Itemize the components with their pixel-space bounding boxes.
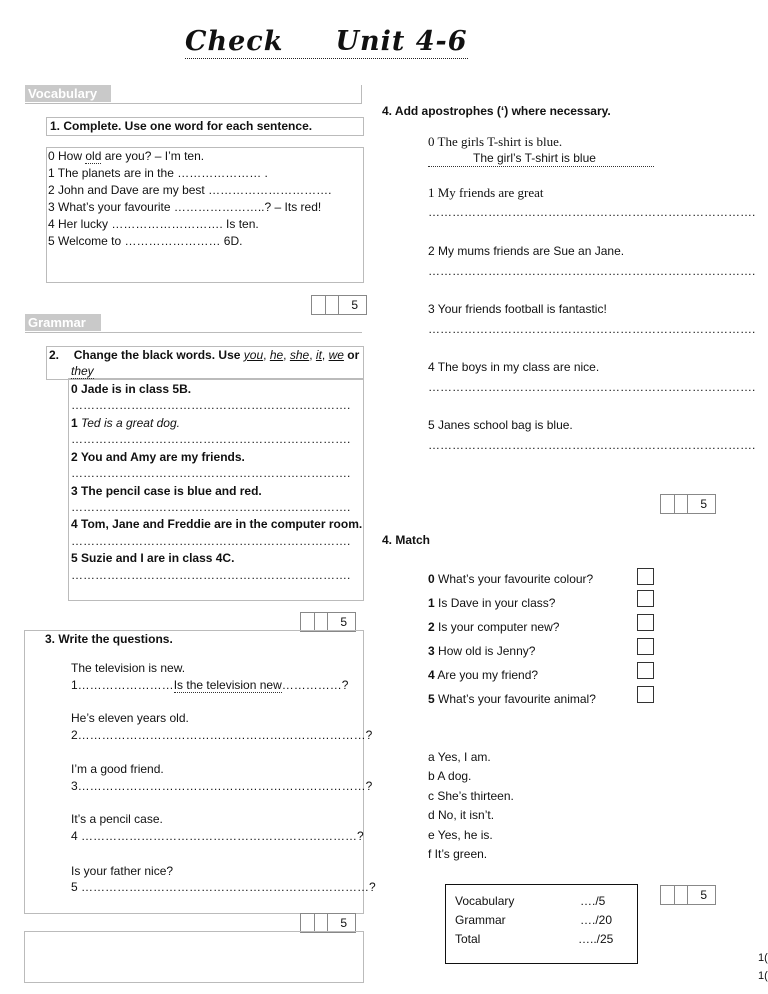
apostrophes-answer-5: ………………………………………………………………………. [428,438,756,452]
grammar-score: 5 [340,615,347,629]
questions-task: 3. Write the questions. [45,632,173,646]
question-answer-4: 4 ……………………………………………………………? [71,829,364,843]
vocabulary-task: 1. Complete. Use one word for each sentence. [50,119,313,133]
grammar-task: 2. Change the black words. Use you, he, she, it, we or [49,348,360,362]
questions-score-box [300,913,356,933]
match-question-2: 2 Is your computer new? [428,620,560,634]
totals-value-grammar: …./20 [580,913,613,927]
apostrophes-item-2: 2 My mums friends are Sue an Jane. [428,244,625,258]
apostrophes-item-1: 1 My friends are great [428,185,544,200]
match-checkbox-2[interactable] [637,614,654,631]
question-statement-3: I’m a good friend. [71,762,164,776]
grammar-item-3: 3 The pencil case is blue and red. [71,484,262,498]
vocabulary-score-box [311,295,367,315]
match-answer-c: c She’s thirteen. [428,789,514,803]
pronoun-it: it [315,348,322,362]
match-question-1: 1 Is Dave in your class? [428,596,556,610]
grammar-answer-2: ……………………………………………………………. [71,466,351,480]
match-question-4: 4 Are you my friend? [428,668,539,682]
match-score-box [660,885,716,905]
margin-mark-1: 1( [758,952,768,964]
apostrophes-item-5: 5 Janes school bag is blue. [428,418,573,432]
pronoun-they: they [71,364,94,378]
apostrophes-score: 5 [700,497,707,511]
vocabulary-task-box [46,117,364,136]
totals-value-vocabulary: …./5 [580,894,606,908]
page-title: Check Unit 4-6 [185,26,468,57]
grammar-heading: Grammar [25,314,101,331]
grammar-task-or: or [347,348,360,362]
grammar-item-1: 1 Ted is a great dog. [71,416,180,430]
apostrophes-answer-3: ………………………………………………………………………. [428,322,756,336]
vocab-line-0 [48,149,204,163]
grammar-answer-1: ……………………………………………………………. [71,432,351,446]
apostrophes-answer-4: ………………………………………………………………………. [428,380,756,394]
apostrophes-answer-2: ………………………………………………………………………. [428,264,756,278]
question-answer-1-pre: 1…………………… [71,678,174,692]
vocab-example-word: old [85,149,102,163]
pronoun-she: she [289,348,310,362]
grammar-task-text: Change the black words. Use [73,348,241,362]
question-answer-2: 2………………………………………………………………? [71,728,373,742]
question-statement-2: He’s eleven years old. [71,711,189,725]
totals-label-grammar: Grammar [455,913,506,927]
match-checkbox-4[interactable] [637,662,654,679]
questions-score: 5 [340,916,347,930]
match-question-3: 3 How old is Jenny? [428,644,536,658]
match-answer-b: b A dog. [428,769,472,783]
grammar-item-5: 5 Suzie and I are in class 4C. [71,551,235,565]
apostrophes-example-answer: The girl’s T-shirt is blue [428,152,654,167]
grammar-answer-4: ……………………………………………………………. [71,534,351,548]
match-answer-a: a Yes, I am. [428,750,491,764]
pronoun-you: you [243,348,264,362]
question-answer-5: 5 ………………………………………………………………? [71,880,376,894]
apostrophes-task: 4. Add apostrophes (‘) where necessary. [382,104,611,118]
vocab-line-4: 4 Her lucky ………………………. Is ten. [48,217,259,231]
question-answer-3: 3………………………………………………………………? [71,779,373,793]
apostrophes-item-3: 3 Your friends football is fantastic! [428,302,607,316]
apostrophes-item-4: 4 The boys in my class are nice. [428,360,600,374]
apostrophes-example: 0 The girls T-shirt is blue. [428,134,563,149]
apostrophes-score-box [660,494,716,514]
vocab-line-0-pre: 0 How [48,149,86,163]
vocabulary-heading-rule-right [361,85,362,103]
match-task: 4. Match [382,533,431,547]
apostrophes-answer-1: ………………………………………………………………………. [428,205,756,219]
vocab-line-3: 3 What’s your favourite …………………..? – Its red! [48,200,322,214]
vocab-line-2: 2 John and Dave are my best …………………………. [48,183,332,197]
match-question-0: 0 What’s your favourite colour? [428,572,594,586]
match-answer-d: d No, it isn’t. [428,808,495,822]
vocabulary-heading: Vocabulary [25,85,111,102]
question-statement-1: The television is new. [71,661,186,675]
totals-label-total: Total [455,932,481,946]
match-answer-e: e Yes, he is. [428,828,493,842]
question-answer-1-post: ……………? [281,678,349,692]
vocabulary-heading-rule [25,103,362,104]
grammar-score-box [300,612,356,632]
totals-label-vocabulary: Vocabulary [455,894,515,908]
match-checkbox-5[interactable] [637,686,654,703]
grammar-answer-0: ……………………………………………………………. [71,398,351,412]
grammar-item-4: 4 Tom, Jane and Freddie are in the computer room. [71,517,363,531]
totals-value-total: …../25 [578,932,614,946]
match-score: 5 [700,888,707,902]
match-checkbox-1[interactable] [637,590,654,607]
grammar-heading-rule [25,332,362,333]
match-checkbox-3[interactable] [637,638,654,655]
grammar-task-num: 2. [49,348,60,362]
margin-mark-2: 1( [758,970,768,982]
pronoun-we: we [328,348,344,362]
question-answer-1 [71,678,348,692]
vocabulary-score: 5 [351,298,358,312]
question-answer-1-example: Is the television new [173,678,282,692]
question-statement-4: It’s a pencil case. [71,812,163,826]
vocab-line-5: 5 Welcome to …………………… 6D. [48,234,243,248]
match-checkbox-0[interactable] [637,568,654,585]
pronoun-he: he [269,348,284,362]
grammar-item-0: 0 Jade is in class 5B. [71,382,192,396]
match-question-5: 5 What’s your favourite animal? [428,692,596,706]
question-statement-5: Is your father nice? [71,864,174,878]
vocab-line-0-post: are you? – I’m ten. [101,149,205,163]
grammar-item-2: 2 You and Amy are my friends. [71,450,245,464]
grammar-answer-3: ……………………………………………………………. [71,500,351,514]
match-answer-f: f It’s green. [428,847,488,861]
vocab-line-1: 1 The planets are in the ………………… . [48,166,268,180]
blank-box [24,931,364,983]
grammar-answer-5: ……………………………………………………………. [71,568,351,582]
